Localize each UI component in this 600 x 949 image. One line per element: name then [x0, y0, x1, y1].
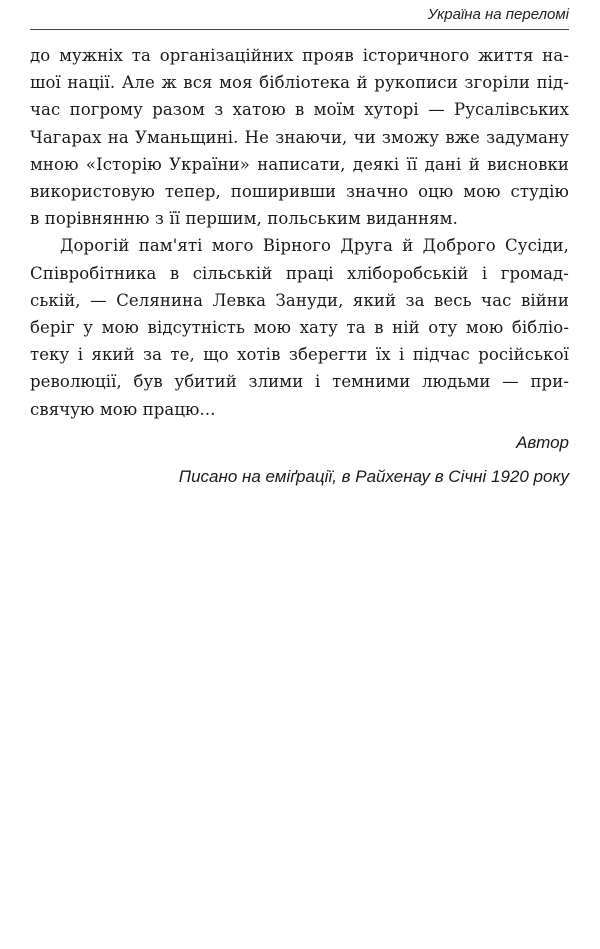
text-line: Дорогій пам'яті мого Вірного Друга й Доброго Сусіди, — [60, 236, 569, 256]
text-line: використовую тепер, поширивши значно оцю мою студію — [30, 182, 569, 202]
text-line: Чагарах на Уманьщині. Не знаючи, чи зможу вже задуману — [30, 127, 569, 147]
signature-place-date: Писано на еміґрації, в Райхенау в Січні 1920 року — [178, 467, 569, 486]
text-line: революції, був убитий злими і темними людьми — при- — [30, 372, 569, 392]
text-line: до мужніх та організаційних прояв історичного життя на- — [30, 46, 569, 65]
text-line: в порівнянню з її першим, польським виданням. — [30, 209, 458, 229]
text-line: ській, — Селянина Левка Зануди, який за весь час війни — [30, 290, 569, 310]
text-line: Співробітника в сільській праці хліборобській і громад- — [30, 263, 569, 283]
text-line: шої нації. Але ж вся моя бібліотека й рукописи згоріли під- — [30, 73, 569, 93]
running-header — [30, 6, 569, 30]
text-block — [30, 42, 569, 423]
text-line: мною «Історію України» написати, деякі її дані й висновки — [30, 154, 569, 174]
paragraph-1 — [30, 42, 569, 232]
header-rule — [30, 29, 569, 30]
running-title: Україна на переломі — [427, 6, 569, 23]
signature-author: Автор — [516, 433, 569, 452]
text-line: час погрому разом з хатою в моїм хуторі — Русалівських — [30, 100, 569, 120]
text-line: теку і який за те, що хотів зберегти їх і підчас російської — [30, 345, 569, 365]
paragraph-2 — [30, 232, 569, 422]
text-line: беріг у мою відсутність мою хату та в ній оту мою бібліо- — [30, 318, 569, 338]
text-line: свячую мою працю... — [30, 399, 216, 419]
